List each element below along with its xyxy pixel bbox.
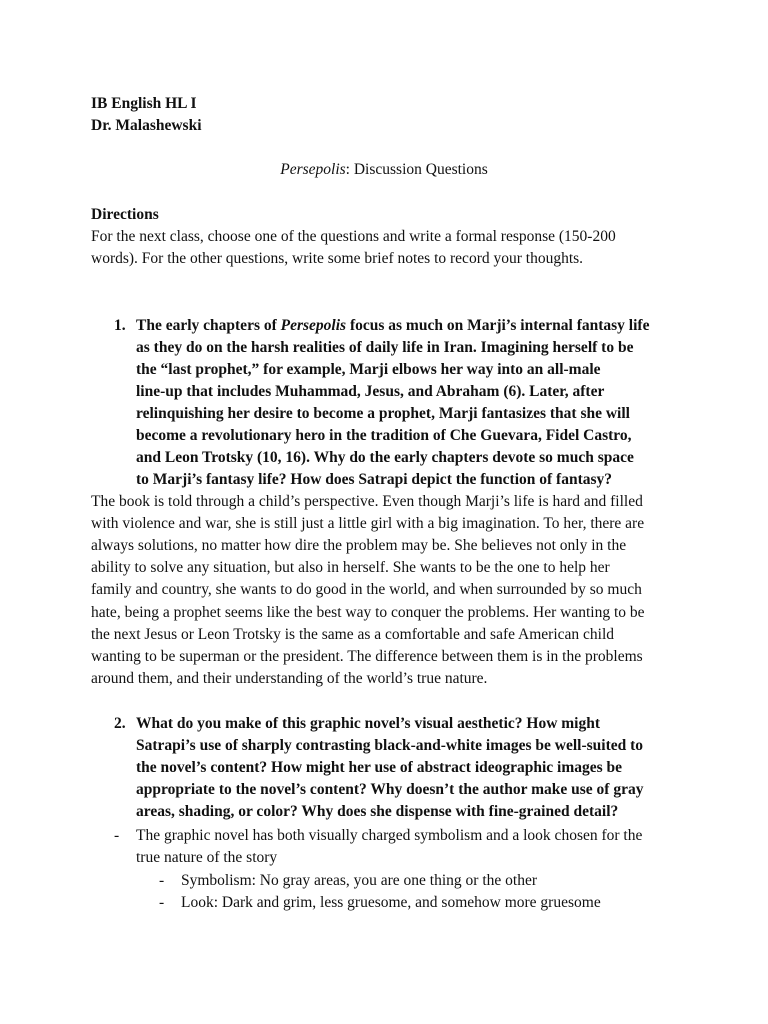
directions-heading: Directions bbox=[91, 206, 159, 223]
bullet-dash: - bbox=[114, 827, 120, 844]
sub-bullet-symbolism: Symbolism: No gray areas, you are one thing or the other bbox=[181, 872, 537, 889]
answer-line: wanting to be superman or the president. The difference between them is in the problems bbox=[91, 648, 643, 665]
sub-bullet-look: Look: Dark and grim, less gruesome, and somehow more gruesome bbox=[181, 894, 601, 911]
answer-line: the next Jesus or Leon Trotsky is the same as a comfortable and safe American child bbox=[91, 626, 614, 643]
question-line: relinquishing her desire to become a prophet, Marji fantasizes that she will bbox=[136, 405, 630, 422]
question-line: and Leon Trotsky (10, 16). Why do the early chapters devote so much space bbox=[136, 449, 634, 466]
bullet-line: true nature of the story bbox=[136, 849, 278, 866]
title-book: Persepolis bbox=[280, 161, 346, 178]
question-line: the “last prophet,” for example, Marji elbows her way into an all-male bbox=[136, 361, 601, 378]
page-title bbox=[0, 161, 768, 179]
book-title-italic: Persepolis bbox=[280, 317, 347, 334]
question-line: The early chapters of Persepolis focus as much on Marji’s internal fantasy life bbox=[136, 317, 650, 334]
answer-line: family and country, she wants to do good in the world, and when surrounded by so much bbox=[91, 581, 642, 598]
question-line: What do you make of this graphic novel’s visual aesthetic? How might bbox=[136, 715, 601, 732]
question-line: become a revolutionary hero in the tradition of Che Guevara, Fidel Castro, bbox=[136, 427, 632, 444]
question-line: Satrapi’s use of sharply contrasting black-and-white images be well-suited to bbox=[136, 737, 644, 754]
question-line: to Marji’s fantasy life? How does Satrapi depict the function of fantasy? bbox=[136, 471, 613, 488]
bullet-line: The graphic novel has both visually charged symbolism and a look chosen for the bbox=[136, 827, 643, 844]
question-line: as they do on the harsh realities of daily life in Iran. Imagining herself to be bbox=[136, 339, 634, 356]
directions-line: For the next class, choose one of the questions and write a formal response (150-200 bbox=[91, 228, 616, 245]
question-number: 2. bbox=[114, 715, 126, 732]
question-line: areas, shading, or color? Why does she dispense with fine-grained detail? bbox=[136, 803, 619, 820]
title-rest: : Discussion Questions bbox=[345, 161, 488, 178]
answer-line: around them, and their understanding of the world’s true nature. bbox=[91, 670, 488, 687]
question-line: line-up that includes Muhammad, Jesus, and Abraham (6). Later, after bbox=[136, 383, 605, 400]
directions-line: words). For the other questions, write some brief notes to record your thoughts. bbox=[91, 250, 584, 267]
sub-bullet-dash: - bbox=[159, 872, 165, 889]
teacher-name: Dr. Malashewski bbox=[91, 117, 202, 134]
course-name: IB English HL I bbox=[91, 95, 197, 112]
answer-line: hate, being a prophet seems like the best way to conquer the problems. Her wanting to be bbox=[91, 604, 645, 621]
answer-line: ability to solve any situation, but also in herself. She wants to be the one to help her bbox=[91, 559, 610, 576]
answer-line: The book is told through a child’s perspective. Even though Marji’s life is hard and filled bbox=[91, 493, 643, 510]
answer-line: with violence and war, she is still just a little girl with a big imagination. To her, there are bbox=[91, 515, 645, 532]
answer-line: always solutions, no matter how dire the problem may be. She believes not only in the bbox=[91, 537, 627, 554]
question-line: the novel’s content? How might her use of abstract ideographic images be bbox=[136, 759, 623, 776]
sub-bullet-dash: - bbox=[159, 894, 165, 911]
question-number: 1. bbox=[114, 317, 126, 334]
question-line: appropriate to the novel’s content? Why doesn’t the author make use of gray bbox=[136, 781, 644, 798]
